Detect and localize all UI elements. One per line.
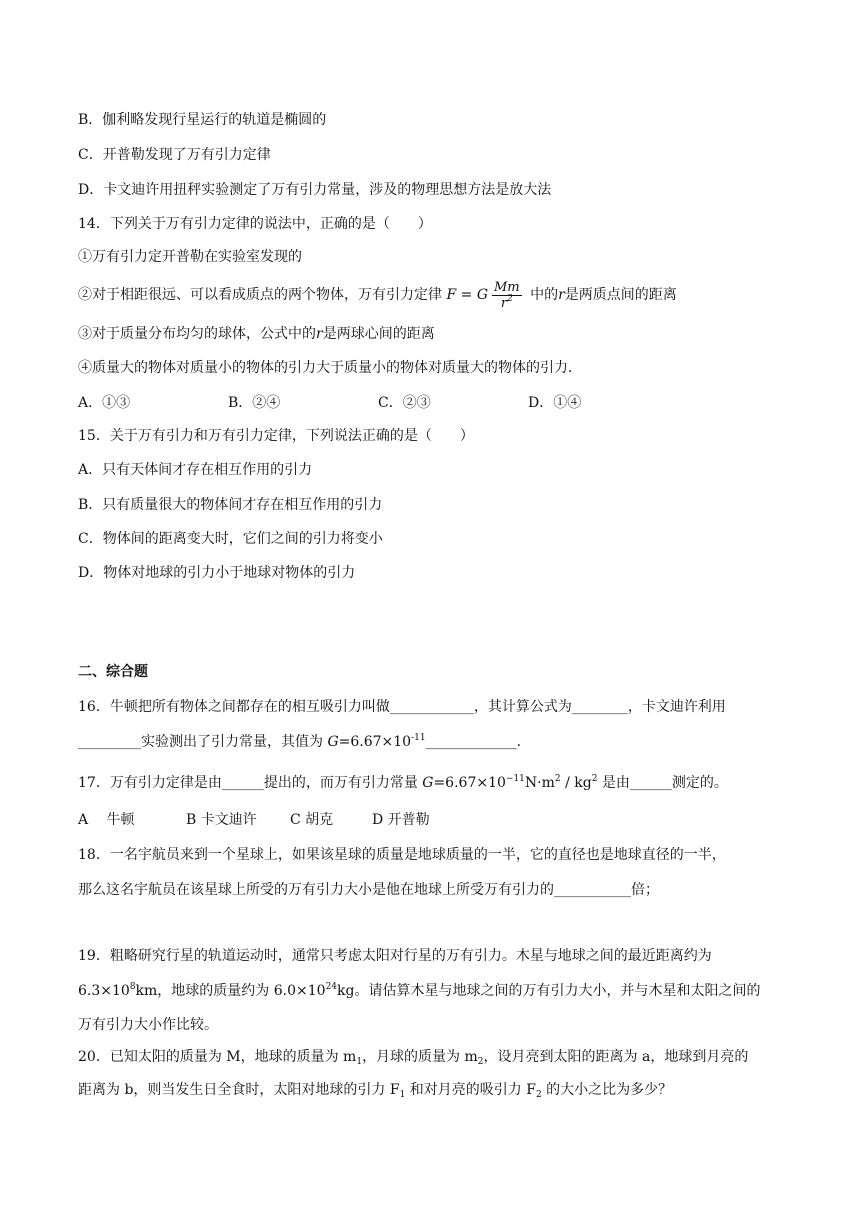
formula-equals: = <box>456 287 477 303</box>
formula-numerator: Mm <box>494 279 520 295</box>
q19-line-3: 万有引力大小作比较。 <box>78 1017 218 1033</box>
q14-statement-1: ①万有引力定开普勒在实验室发现的 <box>78 249 302 265</box>
q16-line-2 <box>78 732 531 752</box>
q17-option-c: C 胡克 <box>290 812 334 828</box>
q14-option-d: D．①④ <box>528 395 582 411</box>
q14-statement-2-text-c: 是两质点间的距离 <box>564 287 677 303</box>
q19-distance-exp: 8 <box>129 982 136 992</box>
q17-unit-kg: / kg <box>560 775 592 791</box>
q14-statement-2 <box>78 278 677 312</box>
q18-line-1: 18．一名宇航员来到一个星球上，如果该星球的质量是地球质量的一半，它的直径也是地球直径的一半， <box>78 847 726 863</box>
q16-constant-g: G <box>327 734 339 750</box>
q20-sub-f1: 1 <box>399 1090 406 1100</box>
q17-times-ten: ×10 <box>476 775 506 791</box>
q19-line-2 <box>78 981 760 1001</box>
q13-option-b: B．伽利略发现行星运行的轨道是椭圆的 <box>78 112 327 128</box>
q14-statement-2-text-b: 中的 <box>530 287 559 303</box>
formula-g: G <box>476 287 488 303</box>
q14-statement-3-text-b: 是两球心间的距离 <box>322 326 435 342</box>
q17-option-a: A 牛顿 <box>78 812 135 828</box>
q15-option-b: B．只有质量很大的物体间才存在相互作用的引力 <box>78 497 383 513</box>
formula-den-base: r <box>500 295 508 311</box>
q17-option-d: D 开普勒 <box>372 812 430 828</box>
q17-constant-g: G <box>422 775 434 791</box>
q16-line-2-text-a: _________实验测出了引力常量，其值为 <box>78 734 328 750</box>
q16-exponent: -11 <box>411 733 426 743</box>
formula-denominator <box>492 293 522 311</box>
q14-statement-2-text-a: ②对于相距很远、可以看成质点的两个物体，万有引力定律 <box>78 287 442 303</box>
q20-text-a: 20．已知太阳的质量为 M，地球的质量为 m <box>78 1049 357 1065</box>
q14-option-b: B．②④ <box>228 395 281 411</box>
q20-line-2-text-b: 和对月亮的吸引力 F <box>405 1082 536 1098</box>
q20-line-2 <box>78 1080 672 1100</box>
q13-option-c: C．开普勒发现了万有引力定律 <box>78 147 271 163</box>
q17-option-b: B 卡文迪许 <box>186 812 257 828</box>
q14-stem: 14．下列关于万有引力定律的说法中，正确的是（ ） <box>78 216 432 232</box>
formula-lhs: F <box>446 287 457 303</box>
q16-value: =6.67×10 <box>338 734 412 750</box>
q13-option-d: D．卡文迪许用扭秤实验测定了万有引力常量，涉及的物理思想方法是放大法 <box>78 182 552 198</box>
section-title: 二、综合题 <box>78 664 148 680</box>
q17-text-a: 17．万有引力定律是由______提出的，而万有引力常量 <box>78 775 423 791</box>
q15-option-d: D．物体对地球的引力小于地球对物体的引力 <box>78 565 356 581</box>
q17-value: =6.67 <box>433 775 477 791</box>
q14-statement-4: ④质量大的物体对质量小的物体的引力大于质量小的物体对质量大的物体的引力． <box>78 360 582 376</box>
q20-text-b: ，月球的质量为 m <box>362 1049 478 1065</box>
q19-mass-exp: 24 <box>325 982 338 992</box>
q17-unit-kg-exp: 2 <box>591 774 598 784</box>
q14-statement-3-text-a: ③对于质量分布均匀的球体，公式中的 <box>78 326 316 342</box>
q19-line-2-text-c: kg。请估算木星与地球之间的万有引力大小，并与木星和太阳之间的 <box>337 983 761 999</box>
formula-den-exp: 2 <box>507 293 513 304</box>
q16-line-2-text-c: _____________． <box>425 734 531 750</box>
q20-sub-m1: 1 <box>356 1057 363 1067</box>
q20-text-c: ，设月亮到太阳的距离为 a，地球到月亮的 <box>483 1049 749 1065</box>
q19-distance: 6.3×10 <box>78 983 130 999</box>
q17-unit-m-exp: 2 <box>554 774 561 784</box>
q15-stem: 15．关于万有引力和万有引力定律，下列说法正确的是（ ） <box>78 428 474 444</box>
q20-sub-m2: 2 <box>477 1057 484 1067</box>
q20-line-1 <box>78 1047 748 1067</box>
q15-option-c: C．物体间的距离变大时，它们之间的引力将变小 <box>78 531 383 547</box>
q18-line-2: 那么这名宇航员在该星球上所受的万有引力大小是他在地球上所受万有引力的___________倍； <box>78 882 659 898</box>
q17-text-h: 是由______测定的。 <box>597 775 728 791</box>
q20-line-2-text-c: 的大小之比为多少？ <box>541 1082 673 1098</box>
q16-line-1: 16．牛顿把所有物体之间都存在的相互吸引力叫做____________，其计算公式为________，卡文迪许利用 <box>78 699 726 715</box>
q20-line-2-text-a: 距离为 b，则当发生日全食时，太阳对地球的引力 F <box>78 1082 400 1098</box>
q14-option-a: A．①③ <box>78 395 131 411</box>
q14-statement-3 <box>78 324 435 344</box>
q20-sub-f2: 2 <box>535 1090 542 1100</box>
q14-option-c: C．②③ <box>378 395 431 411</box>
q17-unit-n: N <box>524 775 538 791</box>
gravitation-formula <box>446 279 525 311</box>
q14-statement-3-r: r <box>316 326 323 342</box>
formula-fraction <box>492 280 522 311</box>
q19-line-1: 19．粗略研究行星的轨道运动时，通常只考虑太阳对行星的万有引力。木星与地球之间的最近距离约为 <box>78 948 712 964</box>
q15-option-a: A．只有天体间才存在相互作用的引力 <box>78 462 313 478</box>
q17-exponent: −11 <box>505 774 525 784</box>
q14-statement-2-r: r <box>558 287 565 303</box>
q19-mass-text: km，地球的质量约为 6.0×10 <box>135 983 326 999</box>
q17-stem <box>78 773 728 793</box>
q17-unit-m: ·m <box>537 775 555 791</box>
